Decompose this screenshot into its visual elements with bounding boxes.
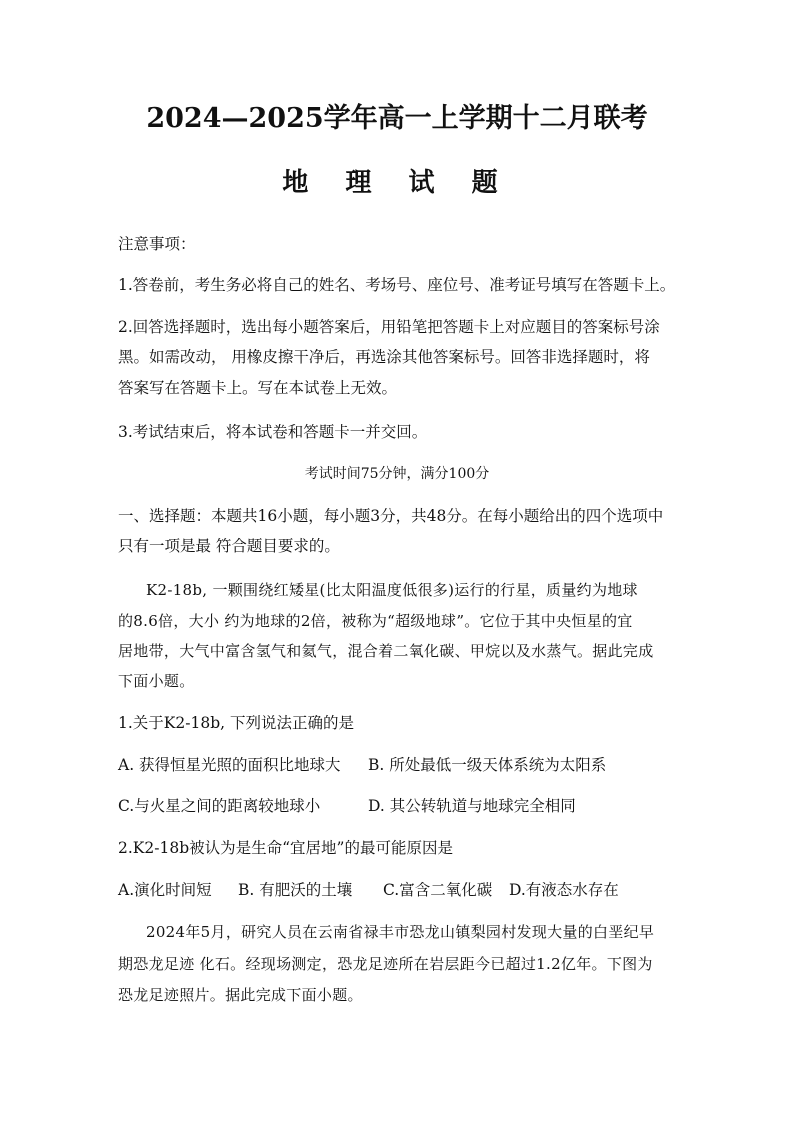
question-2-options-row <box>0 880 794 900</box>
question-2-option-a: A.演化时间短 <box>118 881 212 899</box>
exam-title: 2024—2025学年高一上学期十二月联考 <box>146 103 648 134</box>
question-1-option-a: A. 获得恒星光照的面积比地球大 <box>118 756 341 774</box>
passage-1-line-2: 的8.6倍，大小 约为地球的2倍，被称为“超级地球”。它位于其中央恒星的宜 <box>118 612 633 630</box>
question-2-option-d: D.有液态水存在 <box>509 881 619 899</box>
passage-2-line-3: 恐龙足迹照片。据此完成下面小题。 <box>118 986 363 1004</box>
passage-1-line-1: K2-18b, 一颗围绕红矮星(比太阳温度低很多)运行的行星，质量约为地球 <box>146 581 638 599</box>
question-1-stem: 1.关于K2-18b, 下列说法正确的是 <box>118 714 354 732</box>
question-1-option-d: D. 其公转轨道与地球完全相同 <box>368 797 576 815</box>
question-1-option-c: C.与火星之间的距离较地球小 <box>118 797 321 815</box>
notice-item-2-line-1: 2.回答选择题时，选出每小题答案后，用铅笔把答题卡上对应题目的答案标号涂 <box>118 318 660 336</box>
notice-item-1: 1.答卷前，考生务必将自己的姓名、考场号、座位号、准考证号填写在答题卡上。 <box>118 276 676 294</box>
question-1-options-row-1 <box>0 755 794 775</box>
passage-2-line-1: 2024年5月，研究人员在云南省禄丰市恐龙山镇梨园村发现大量的白垩纪早 <box>146 923 655 941</box>
notice-heading: 注意事项： <box>118 235 196 253</box>
question-2-stem: 2.K2-18b被认为是生命“宜居地”的最可能原因是 <box>118 839 453 857</box>
notice-item-2-line-3: 答案写在答题卡上。写在本试卷上无效。 <box>118 379 398 397</box>
question-2-option-b: B. 有肥沃的土壤 <box>238 881 353 899</box>
question-2-option-c: C.富含二氧化碳 <box>383 881 493 899</box>
section-1-instructions-line-1: 一、选择题：本题共16小题，每小题3分，共48分。在每小题给出的四个选项中 <box>118 507 664 525</box>
notice-item-2-line-2: 黑。如需改动， 用橡皮擦干净后，再选涂其他答案标号。回答非选择题时，将 <box>118 348 650 366</box>
passage-1-line-3: 居地带，大气中富含氢气和氦气，混合着二氧化碳、甲烷以及水蒸气。据此完成 <box>118 642 654 660</box>
exam-time-info: 考试时间75分钟，满分100分 <box>304 466 490 482</box>
notice-item-3: 3.考试结束后，将本试卷和答题卡一并交回。 <box>118 423 428 441</box>
section-1-instructions-line-2: 只有一项是最 符合题目要求的。 <box>118 537 340 555</box>
passage-2-line-2: 期恐龙足迹 化石。经现场测定，恐龙足迹所在岩层距今已超过1.2亿年。下图为 <box>118 955 653 973</box>
question-1-option-b: B. 所处最低一级天体系统为太阳系 <box>368 756 607 774</box>
subject-title: 地 理 试 题 <box>282 168 512 198</box>
passage-1-line-4: 下面小题。 <box>118 672 195 690</box>
question-1-options-row-2 <box>0 796 794 816</box>
